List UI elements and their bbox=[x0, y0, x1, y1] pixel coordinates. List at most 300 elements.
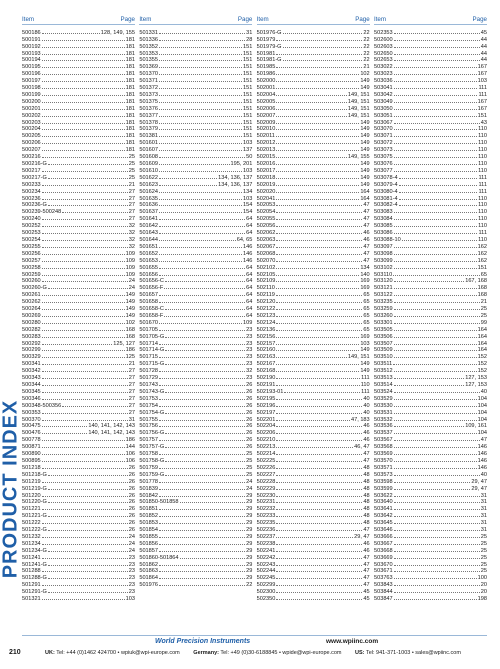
page-reference: 109 bbox=[125, 264, 135, 271]
page-reference: 181 bbox=[125, 126, 135, 133]
index-entry bbox=[22, 463, 135, 470]
leader-dots bbox=[42, 297, 125, 303]
leader-dots bbox=[276, 553, 362, 559]
leader-dots bbox=[42, 194, 128, 200]
leader-dots bbox=[159, 208, 242, 214]
index-entry bbox=[257, 277, 370, 284]
item-number: 502197 bbox=[256, 409, 276, 416]
page-reference: 65 bbox=[480, 271, 487, 278]
item-number: 500871 bbox=[22, 444, 41, 451]
index-entry bbox=[22, 139, 135, 146]
index-entry bbox=[257, 42, 370, 49]
item-number: 500260 bbox=[22, 278, 41, 285]
item-number: 501241-G bbox=[22, 561, 47, 568]
index-entry bbox=[374, 187, 487, 194]
index-entry bbox=[22, 249, 135, 256]
index-entry bbox=[257, 463, 370, 470]
page-reference: 149, 151 bbox=[347, 98, 370, 105]
index-entry bbox=[139, 152, 252, 159]
item-number: 501850-501858 bbox=[139, 499, 179, 506]
page-reference: 20 bbox=[480, 582, 487, 589]
page-reference: 48 bbox=[363, 499, 370, 506]
leader-dots bbox=[165, 387, 245, 393]
page-reference: 64 bbox=[246, 223, 253, 230]
item-number: 501754 bbox=[139, 402, 158, 409]
leader-dots bbox=[159, 69, 242, 75]
item-number: 503076 bbox=[373, 161, 393, 168]
page-reference: 45 bbox=[480, 29, 487, 36]
leader-dots bbox=[276, 187, 359, 193]
leader-dots bbox=[276, 145, 359, 151]
index-entry bbox=[139, 449, 252, 456]
leader-dots bbox=[394, 380, 465, 386]
item-number: 501729 bbox=[139, 375, 158, 382]
index-entry bbox=[22, 394, 135, 401]
leader-dots bbox=[276, 118, 359, 124]
index-column bbox=[22, 15, 135, 632]
leader-dots bbox=[394, 159, 477, 165]
page-reference: 134 bbox=[242, 188, 253, 195]
page-reference: 21 bbox=[128, 361, 135, 368]
index-entry bbox=[374, 401, 487, 408]
item-number: 502062 bbox=[256, 230, 276, 237]
item-number: 503097 bbox=[373, 243, 393, 250]
index-entry bbox=[374, 553, 487, 560]
item-number: 502238 bbox=[256, 540, 276, 547]
leader-dots bbox=[276, 35, 362, 41]
company-name: World Precision Instruments bbox=[155, 638, 251, 645]
item-number: 503530 bbox=[373, 402, 393, 409]
index-entry bbox=[257, 442, 370, 449]
leader-dots bbox=[394, 518, 480, 524]
index-entry bbox=[22, 256, 135, 263]
index-entry bbox=[374, 518, 487, 525]
item-number: 503099 bbox=[373, 257, 393, 264]
footer-divider bbox=[22, 635, 487, 636]
page-reference: 23 bbox=[128, 568, 135, 575]
index-entry bbox=[257, 387, 370, 394]
index-entry bbox=[257, 104, 370, 111]
leader-dots bbox=[276, 125, 359, 131]
leader-dots bbox=[394, 429, 477, 435]
index-entry bbox=[257, 111, 370, 118]
item-number: 500193 bbox=[22, 50, 41, 57]
item-number: 503570 bbox=[373, 457, 393, 464]
page-reference: 24 bbox=[246, 478, 253, 485]
leader-dots bbox=[48, 560, 128, 566]
index-entry bbox=[374, 297, 487, 304]
leader-dots bbox=[394, 228, 478, 234]
index-entry bbox=[374, 76, 487, 83]
index-entry bbox=[22, 484, 135, 491]
index-entry bbox=[139, 318, 252, 325]
index-entry bbox=[139, 118, 252, 125]
index-entry bbox=[139, 228, 252, 235]
page-reference: 146 bbox=[242, 257, 253, 264]
item-number: 500370 bbox=[22, 416, 41, 423]
item-number: 501355 bbox=[139, 57, 158, 64]
item-number: 503669 bbox=[373, 554, 393, 561]
item-number: 501705 bbox=[139, 326, 158, 333]
index-entry bbox=[257, 408, 370, 415]
page-reference: 65 bbox=[363, 326, 370, 333]
leader-dots bbox=[276, 49, 362, 55]
item-number: 501353 bbox=[139, 50, 158, 57]
leader-dots bbox=[159, 373, 245, 379]
index-entry bbox=[22, 290, 135, 297]
item-number: 502007 bbox=[256, 112, 276, 119]
leader-dots bbox=[276, 567, 362, 573]
index-entry bbox=[257, 118, 370, 125]
header-page-label: Page bbox=[355, 16, 370, 23]
index-entry bbox=[22, 415, 135, 422]
index-entry bbox=[139, 132, 252, 139]
index-entry bbox=[139, 539, 252, 546]
leader-dots bbox=[42, 132, 125, 138]
leader-dots bbox=[42, 567, 128, 573]
page-reference: 110 bbox=[478, 147, 487, 154]
index-entry bbox=[22, 346, 135, 353]
index-entry bbox=[22, 228, 135, 235]
item-number: 502123 bbox=[256, 312, 276, 319]
page-reference: 103 bbox=[242, 167, 253, 174]
index-entry bbox=[139, 463, 252, 470]
index-entry bbox=[257, 125, 370, 132]
footer-contacts bbox=[45, 650, 473, 656]
item-number: 500343 bbox=[22, 375, 41, 382]
item-number: 501219 bbox=[22, 478, 41, 485]
page-reference: 151 bbox=[242, 50, 253, 57]
website: www.wpiinc.com bbox=[326, 638, 379, 645]
leader-dots bbox=[159, 187, 242, 193]
index-entry bbox=[257, 173, 370, 180]
index-entry bbox=[139, 28, 252, 35]
leader-dots bbox=[394, 539, 480, 545]
page-reference: 26 bbox=[128, 499, 135, 506]
leader-dots bbox=[399, 187, 478, 193]
leader-dots bbox=[159, 477, 245, 483]
item-number: 503671 bbox=[373, 568, 393, 575]
leader-dots bbox=[42, 339, 113, 345]
leader-dots bbox=[159, 394, 245, 400]
page-reference: 167 bbox=[477, 98, 487, 105]
index-entry bbox=[257, 249, 370, 256]
page-reference: 24 bbox=[128, 540, 135, 547]
index-entry bbox=[257, 63, 370, 70]
page-reference: 169 bbox=[360, 333, 370, 340]
page-reference: 64 bbox=[246, 292, 253, 299]
leader-dots bbox=[394, 297, 480, 303]
page-reference: 181 bbox=[125, 57, 135, 64]
leader-dots bbox=[159, 415, 245, 421]
index-entry bbox=[139, 339, 252, 346]
item-number: 503070 bbox=[373, 126, 393, 133]
page-reference: 137 bbox=[242, 147, 253, 154]
leader-dots bbox=[276, 69, 359, 75]
item-number: 500895 bbox=[22, 457, 41, 464]
item-number: 501607 bbox=[139, 147, 158, 154]
item-number: 501234 bbox=[22, 540, 41, 547]
page-reference: 40 bbox=[363, 402, 370, 409]
page-reference: 149 bbox=[125, 312, 135, 319]
leader-dots bbox=[159, 325, 245, 331]
page-reference: 110 bbox=[478, 154, 487, 161]
leader-dots bbox=[42, 311, 125, 317]
item-number: 501220-G bbox=[22, 499, 47, 506]
leader-dots bbox=[394, 525, 480, 531]
leader-dots bbox=[48, 498, 128, 504]
page-reference: 186 bbox=[125, 347, 135, 354]
page-reference: 22 bbox=[363, 57, 370, 64]
leader-dots bbox=[276, 456, 362, 462]
index-entry bbox=[22, 56, 135, 63]
leader-dots bbox=[394, 456, 477, 462]
item-number: 502235 bbox=[256, 520, 276, 527]
page-reference: 109 bbox=[125, 257, 135, 264]
index-entry bbox=[22, 166, 135, 173]
page-reference: 25 bbox=[128, 154, 135, 161]
page-reference: 149 bbox=[360, 119, 370, 126]
index-entry bbox=[139, 532, 252, 539]
item-number: 503073 bbox=[373, 147, 393, 154]
leader-dots bbox=[394, 166, 477, 172]
index-entry bbox=[374, 97, 487, 104]
index-entry bbox=[22, 284, 135, 291]
index-entry bbox=[22, 311, 135, 318]
index-entry bbox=[22, 318, 135, 325]
page-reference: 149, 151 bbox=[347, 112, 370, 119]
item-number: 503509 bbox=[373, 347, 393, 354]
index-entry bbox=[374, 429, 487, 436]
index-entry bbox=[22, 511, 135, 518]
item-number: 500199 bbox=[22, 91, 41, 98]
page-reference: 44 bbox=[480, 50, 487, 57]
index-entry bbox=[374, 111, 487, 118]
index-entry bbox=[22, 270, 135, 277]
item-number: 502195 bbox=[256, 395, 276, 402]
page-reference: 26 bbox=[246, 423, 253, 430]
index-entry bbox=[139, 221, 252, 228]
us-contact: US: Tel: 941-371-1003 • sales@wpiinc.com bbox=[355, 650, 461, 656]
page-reference: 111 bbox=[478, 85, 487, 92]
page-reference: 22 bbox=[363, 50, 370, 57]
index-entry bbox=[374, 539, 487, 546]
page-reference: 109 bbox=[125, 271, 135, 278]
item-number: 503599 bbox=[373, 485, 393, 492]
index-entry bbox=[257, 139, 370, 146]
item-number: 501976 bbox=[139, 582, 158, 589]
page-reference: 186 bbox=[125, 437, 135, 444]
page-reference: 162 bbox=[477, 257, 487, 264]
page-reference: 151 bbox=[242, 85, 253, 92]
index-entry bbox=[22, 63, 135, 70]
leader-dots bbox=[276, 235, 362, 241]
page-reference: 25 bbox=[480, 554, 487, 561]
page-reference: 134, 136, 137 bbox=[218, 181, 253, 188]
leader-dots bbox=[165, 360, 245, 366]
index-entry bbox=[257, 394, 370, 401]
item-number: 501652 bbox=[139, 250, 158, 257]
index-entry bbox=[139, 49, 252, 56]
index-entry bbox=[374, 339, 487, 346]
header-page-label: Page bbox=[472, 16, 487, 23]
index-entry bbox=[139, 166, 252, 173]
index-entry bbox=[22, 518, 135, 525]
leader-dots bbox=[284, 387, 360, 393]
index-column bbox=[257, 15, 370, 632]
item-number: 501291-G bbox=[22, 589, 47, 596]
leader-dots bbox=[62, 401, 128, 407]
page-reference: 47 bbox=[363, 243, 370, 250]
item-number: 501853 bbox=[139, 520, 158, 527]
leader-dots bbox=[394, 498, 480, 504]
index-entry bbox=[139, 484, 252, 491]
index-entry bbox=[139, 456, 252, 463]
page-reference: 151 bbox=[242, 119, 253, 126]
leader-dots bbox=[48, 159, 128, 165]
leader-dots bbox=[42, 90, 125, 96]
item-number: 501378 bbox=[139, 119, 158, 126]
leader-dots bbox=[276, 201, 362, 207]
item-number: 503235 bbox=[373, 299, 393, 306]
page-reference: 47 bbox=[363, 451, 370, 458]
page-reference: 31 bbox=[480, 513, 487, 520]
item-number: 500194 bbox=[22, 57, 41, 64]
page-reference: 26 bbox=[128, 478, 135, 485]
index-entry bbox=[374, 228, 487, 235]
leader-dots bbox=[399, 194, 477, 200]
index-entry bbox=[257, 415, 370, 422]
item-number: 500264 bbox=[22, 306, 41, 313]
item-number: 502193-01 bbox=[256, 388, 284, 395]
item-number: 503642 bbox=[373, 513, 393, 520]
item-number: 503641 bbox=[373, 506, 393, 513]
item-number: 501375 bbox=[139, 98, 158, 105]
item-number: 501622 bbox=[139, 174, 158, 181]
item-number: 501985 bbox=[256, 64, 276, 71]
leader-dots bbox=[42, 366, 128, 372]
index-entry bbox=[257, 567, 370, 574]
item-number: 501852 bbox=[139, 513, 158, 520]
page-reference: 25 bbox=[480, 547, 487, 554]
leader-dots bbox=[276, 104, 347, 110]
leader-dots bbox=[276, 132, 359, 138]
page-reference: 111 bbox=[478, 174, 487, 181]
page-reference: 64 bbox=[246, 312, 253, 319]
page-reference: 27 bbox=[128, 216, 135, 223]
index-entry bbox=[374, 159, 487, 166]
item-number: 503847 bbox=[373, 596, 393, 603]
leader-dots bbox=[42, 63, 125, 69]
page-reference: 104 bbox=[477, 402, 487, 409]
index-entry bbox=[22, 525, 135, 532]
index-entry bbox=[257, 360, 370, 367]
leader-dots bbox=[159, 35, 245, 41]
page-reference: 23 bbox=[246, 326, 253, 333]
item-number: 501981-G bbox=[256, 57, 282, 64]
page-reference: 47 bbox=[363, 457, 370, 464]
item-number: 501758 bbox=[139, 451, 158, 458]
item-number: 502070 bbox=[256, 257, 276, 264]
page-reference: 181 bbox=[125, 85, 135, 92]
page-reference: 46 bbox=[363, 423, 370, 430]
leader-dots bbox=[276, 270, 359, 276]
index-entry bbox=[374, 304, 487, 311]
item-number: 501653 bbox=[139, 257, 158, 264]
side-tab bbox=[0, 384, 22, 594]
leader-dots bbox=[276, 173, 359, 179]
index-entry bbox=[22, 28, 135, 35]
index-entry bbox=[139, 546, 252, 553]
item-number: 502206 bbox=[256, 430, 276, 437]
page-reference: 46, 47 bbox=[354, 444, 370, 451]
index-entry bbox=[22, 539, 135, 546]
index-entry bbox=[22, 498, 135, 505]
page-reference: 65 bbox=[363, 292, 370, 299]
item-number: 501757-G bbox=[139, 444, 165, 451]
index-entry bbox=[374, 346, 487, 353]
item-number: 500342 bbox=[22, 368, 41, 375]
page-reference: 29 bbox=[246, 540, 253, 547]
index-entry bbox=[257, 76, 370, 83]
page-reference: 151 bbox=[242, 57, 253, 64]
index-entry bbox=[257, 346, 370, 353]
index-entry bbox=[257, 325, 370, 332]
leader-dots bbox=[42, 477, 128, 483]
item-number: 500292 bbox=[22, 340, 41, 347]
item-number: 501862 bbox=[139, 561, 158, 568]
leader-dots bbox=[42, 415, 128, 421]
index-entry bbox=[139, 505, 252, 512]
item-number: 503667 bbox=[373, 540, 393, 547]
page-reference: 168 bbox=[477, 285, 487, 292]
leader-dots bbox=[159, 173, 217, 179]
item-number: 503083 bbox=[373, 209, 393, 216]
item-number: 501714-G bbox=[139, 347, 165, 354]
page-reference: 181 bbox=[125, 133, 135, 140]
leader-dots bbox=[159, 49, 242, 55]
index-entry bbox=[374, 180, 487, 187]
leader-dots bbox=[394, 90, 478, 96]
item-number: 501759 bbox=[139, 464, 158, 471]
leader-dots bbox=[159, 546, 245, 552]
item-number: 503260 bbox=[373, 312, 393, 319]
index-entry bbox=[257, 56, 370, 63]
index-entry bbox=[139, 139, 252, 146]
index-entry bbox=[257, 484, 370, 491]
page-reference: 26 bbox=[246, 388, 253, 395]
leader-dots bbox=[276, 546, 362, 552]
index-entry bbox=[374, 435, 487, 442]
index-entry bbox=[22, 201, 135, 208]
page-reference: 127, 153 bbox=[465, 375, 487, 382]
item-number: 501854 bbox=[139, 527, 158, 534]
item-number: 500236-G bbox=[22, 202, 47, 209]
item-number: 501714 bbox=[139, 340, 158, 347]
leader-dots bbox=[394, 505, 480, 511]
page-reference: 28 bbox=[246, 36, 253, 43]
index-entry bbox=[257, 553, 370, 560]
item-number: 501979 bbox=[256, 36, 276, 43]
leader-dots bbox=[42, 553, 128, 559]
page-reference: 50 bbox=[246, 154, 253, 161]
item-number: 503536 bbox=[373, 423, 393, 430]
page-reference: 110 bbox=[478, 161, 487, 168]
page-reference: 29 bbox=[246, 520, 253, 527]
item-number: 500216-G bbox=[22, 161, 47, 168]
item-number: 502063 bbox=[256, 236, 276, 243]
page-reference: 134 bbox=[360, 264, 370, 271]
